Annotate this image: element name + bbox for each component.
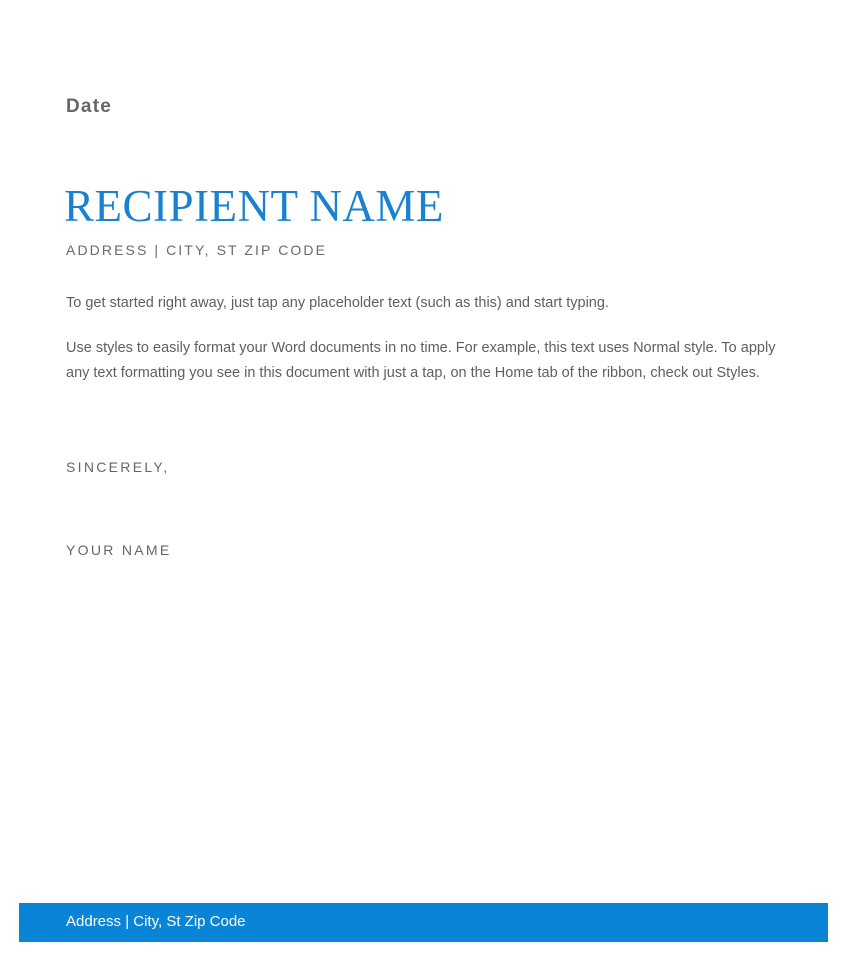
recipient-address[interactable]: ADDRESS | CITY, ST ZIP CODE	[66, 242, 328, 258]
date-field[interactable]: Date	[66, 96, 112, 117]
footer-address[interactable]: Address | City, St Zip Code	[66, 913, 246, 930]
body-paragraph-2[interactable]: Use styles to easily format your Word documents in no time. For example, this text uses Normal style. To apply any text formatting you see in this document with just a tap, on the Home tab of the ribbon, check out Styles.	[66, 340, 776, 381]
closing-salutation[interactable]: SINCERELY,	[66, 459, 170, 475]
recipient-name[interactable]: RECIPIENT NAME	[64, 181, 444, 231]
body-paragraph-1[interactable]: To get started right away, just tap any placeholder text (such as this) and start typing.	[66, 295, 609, 311]
signature-name[interactable]: YOUR NAME	[66, 542, 172, 558]
footer-bar	[19, 903, 828, 942]
